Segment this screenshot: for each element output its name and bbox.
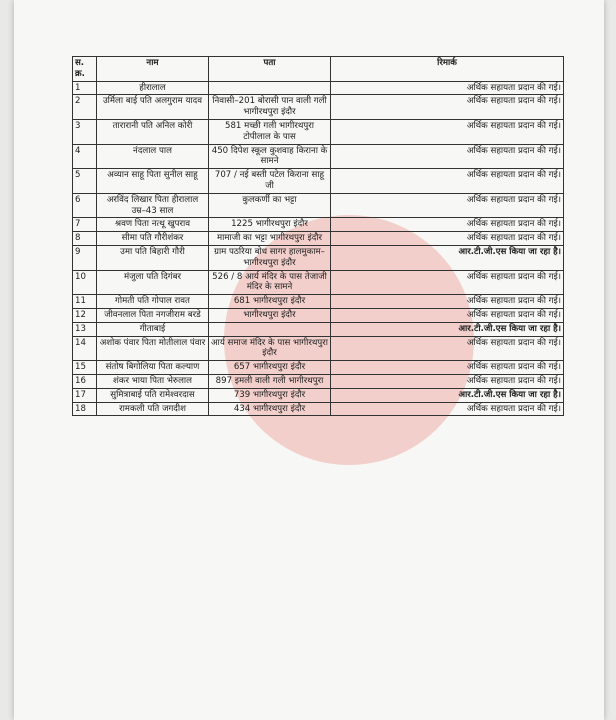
row-address: 526 / 8 आर्य मंदिर के पास तेजाजी मंदिर के सामने bbox=[209, 270, 331, 295]
row-remark: अर्थिक सहायता प्रदान की गई। bbox=[331, 193, 564, 218]
row-address: आर्य समाज मंदिर के पास भागीरथपुरा इंदौर bbox=[209, 336, 331, 361]
row-serial: 1 bbox=[73, 81, 97, 95]
row-serial: 15 bbox=[73, 361, 97, 375]
table-row bbox=[73, 119, 564, 144]
row-name: मंजुला पति दिगंबर bbox=[97, 270, 209, 295]
row-remark: अर्थिक सहायता प्रदान की गई। bbox=[331, 308, 564, 322]
row-remark: अर्थिक सहायता प्रदान की गई। bbox=[331, 144, 564, 169]
row-address: मामाजी का भट्टा भागीरथपुरा इंदौर bbox=[209, 232, 331, 246]
row-address: भागीरथपुरा इंदौर bbox=[209, 308, 331, 322]
row-remark: अर्थिक सहायता प्रदान की गई। bbox=[331, 119, 564, 144]
row-remark: अर्थिक सहायता प्रदान की गई। bbox=[331, 336, 564, 361]
row-serial: 18 bbox=[73, 402, 97, 416]
table-row bbox=[73, 81, 564, 95]
header-address: पता bbox=[209, 57, 331, 82]
row-remark: अर्थिक सहायता प्रदान की गई। bbox=[331, 169, 564, 194]
row-serial: 6 bbox=[73, 193, 97, 218]
row-remark: अर्थिक सहायता प्रदान की गई। bbox=[331, 361, 564, 375]
row-address: 681 भागीरथपुरा इंदौर bbox=[209, 295, 331, 309]
row-address: 657 भागीरथपुरा इंदौर bbox=[209, 361, 331, 375]
row-name: हीरालाल bbox=[97, 81, 209, 95]
row-serial: 16 bbox=[73, 374, 97, 388]
row-remark: आर.टी.जी.एस किया जा रहा है। bbox=[331, 245, 564, 270]
row-serial: 10 bbox=[73, 270, 97, 295]
row-serial: 5 bbox=[73, 169, 97, 194]
row-name: गोमती पति गोपाल रावत bbox=[97, 295, 209, 309]
row-remark: अर्थिक सहायता प्रदान की गई। bbox=[331, 218, 564, 232]
header-serial: स. क्र. bbox=[73, 57, 97, 82]
table-row bbox=[73, 169, 564, 194]
row-name: शंकर भाया पिता भेरुलाल bbox=[97, 374, 209, 388]
row-name: रामकली पति जगदीश bbox=[97, 402, 209, 416]
row-name: श्रवण पिता नत्थू खुपराव bbox=[97, 218, 209, 232]
row-name: अरविंद लिखार पिता हीरालाल उम्र–43 साल bbox=[97, 193, 209, 218]
row-serial: 8 bbox=[73, 232, 97, 246]
row-serial: 3 bbox=[73, 119, 97, 144]
row-name: जीवनलाल पिता नगजीराम बरडे bbox=[97, 308, 209, 322]
table-row bbox=[73, 402, 564, 416]
row-name: अशोक पंवार पिता मोतीलाल पंवार bbox=[97, 336, 209, 361]
row-name: नंदलाल पाल bbox=[97, 144, 209, 169]
row-address: 707 / नई बस्ती पटेल किराना साहू जी bbox=[209, 169, 331, 194]
row-address bbox=[209, 81, 331, 95]
table-row bbox=[73, 218, 564, 232]
row-name: उमा पति बिहारी गौरी bbox=[97, 245, 209, 270]
row-remark: अर्थिक सहायता प्रदान की गई। bbox=[331, 232, 564, 246]
row-address bbox=[209, 322, 331, 336]
row-address: 581 मच्छी गली भागीरथपुरा टोपीलाल के पास bbox=[209, 119, 331, 144]
row-remark: अर्थिक सहायता प्रदान की गई। bbox=[331, 374, 564, 388]
table-row bbox=[73, 374, 564, 388]
row-serial: 17 bbox=[73, 388, 97, 402]
table-row bbox=[73, 232, 564, 246]
row-name: संतोष बिगोलिया पिता कल्याण bbox=[97, 361, 209, 375]
table-row bbox=[73, 245, 564, 270]
header-remarks: रिमार्क bbox=[331, 57, 564, 82]
table-row bbox=[73, 361, 564, 375]
table-row bbox=[73, 388, 564, 402]
row-address: 434 भागीरथपुरा इंदौर bbox=[209, 402, 331, 416]
row-serial: 7 bbox=[73, 218, 97, 232]
row-address: 1225 भागीरथपुरा इंदौर bbox=[209, 218, 331, 232]
table-row bbox=[73, 270, 564, 295]
row-address: 739 भागीरथपुरा इंदौर bbox=[209, 388, 331, 402]
row-remark: अर्थिक सहायता प्रदान की गई। bbox=[331, 402, 564, 416]
row-serial: 11 bbox=[73, 295, 97, 309]
table-body bbox=[73, 81, 564, 416]
table-row bbox=[73, 193, 564, 218]
row-name: तारारानी पति अनिल कोरी bbox=[97, 119, 209, 144]
row-remark: अर्थिक सहायता प्रदान की गई। bbox=[331, 81, 564, 95]
row-serial: 4 bbox=[73, 144, 97, 169]
row-address: ग्राम पठरिया बोध सागर हालमुकाम– भागीरथपुरा इंदौर bbox=[209, 245, 331, 270]
table-header-row bbox=[73, 57, 564, 82]
row-serial: 12 bbox=[73, 308, 97, 322]
row-name: उर्मिला बाई पति अलगुराम यादव bbox=[97, 95, 209, 120]
row-name: सीमा पति गौरीशंकर bbox=[97, 232, 209, 246]
row-remark: आर.टी.जी.एस किया जा रहा है। bbox=[331, 322, 564, 336]
table-row bbox=[73, 295, 564, 309]
table-row bbox=[73, 336, 564, 361]
row-serial: 14 bbox=[73, 336, 97, 361]
row-address: 450 दिपेश स्कूल कुशवाह किराना के सामने bbox=[209, 144, 331, 169]
row-address: 897 इमली वाली गली भागीरथपुरा bbox=[209, 374, 331, 388]
row-serial: 13 bbox=[73, 322, 97, 336]
row-serial: 9 bbox=[73, 245, 97, 270]
beneficiary-table bbox=[72, 56, 564, 416]
table-row bbox=[73, 322, 564, 336]
row-name: अव्यान साहू पिता सुनील साहू bbox=[97, 169, 209, 194]
row-address: निवासी–201 बोरासी पान वाली गली भागीरथपुरा इंदौर bbox=[209, 95, 331, 120]
row-name: गीताबाई bbox=[97, 322, 209, 336]
table-row bbox=[73, 144, 564, 169]
row-remark: अर्थिक सहायता प्रदान की गई। bbox=[331, 295, 564, 309]
row-remark: अर्थिक सहायता प्रदान की गई। bbox=[331, 95, 564, 120]
document-page bbox=[14, 0, 604, 720]
row-remark: अर्थिक सहायता प्रदान की गई। bbox=[331, 270, 564, 295]
table-row bbox=[73, 308, 564, 322]
table-row bbox=[73, 95, 564, 120]
row-remark: आर.टी.जी.एस किया जा रहा है। bbox=[331, 388, 564, 402]
row-name: सुमित्राबाई पति रामेश्वरदास bbox=[97, 388, 209, 402]
row-serial: 2 bbox=[73, 95, 97, 120]
row-address: कुलकर्णी का भट्टा bbox=[209, 193, 331, 218]
header-name: नाम bbox=[97, 57, 209, 82]
